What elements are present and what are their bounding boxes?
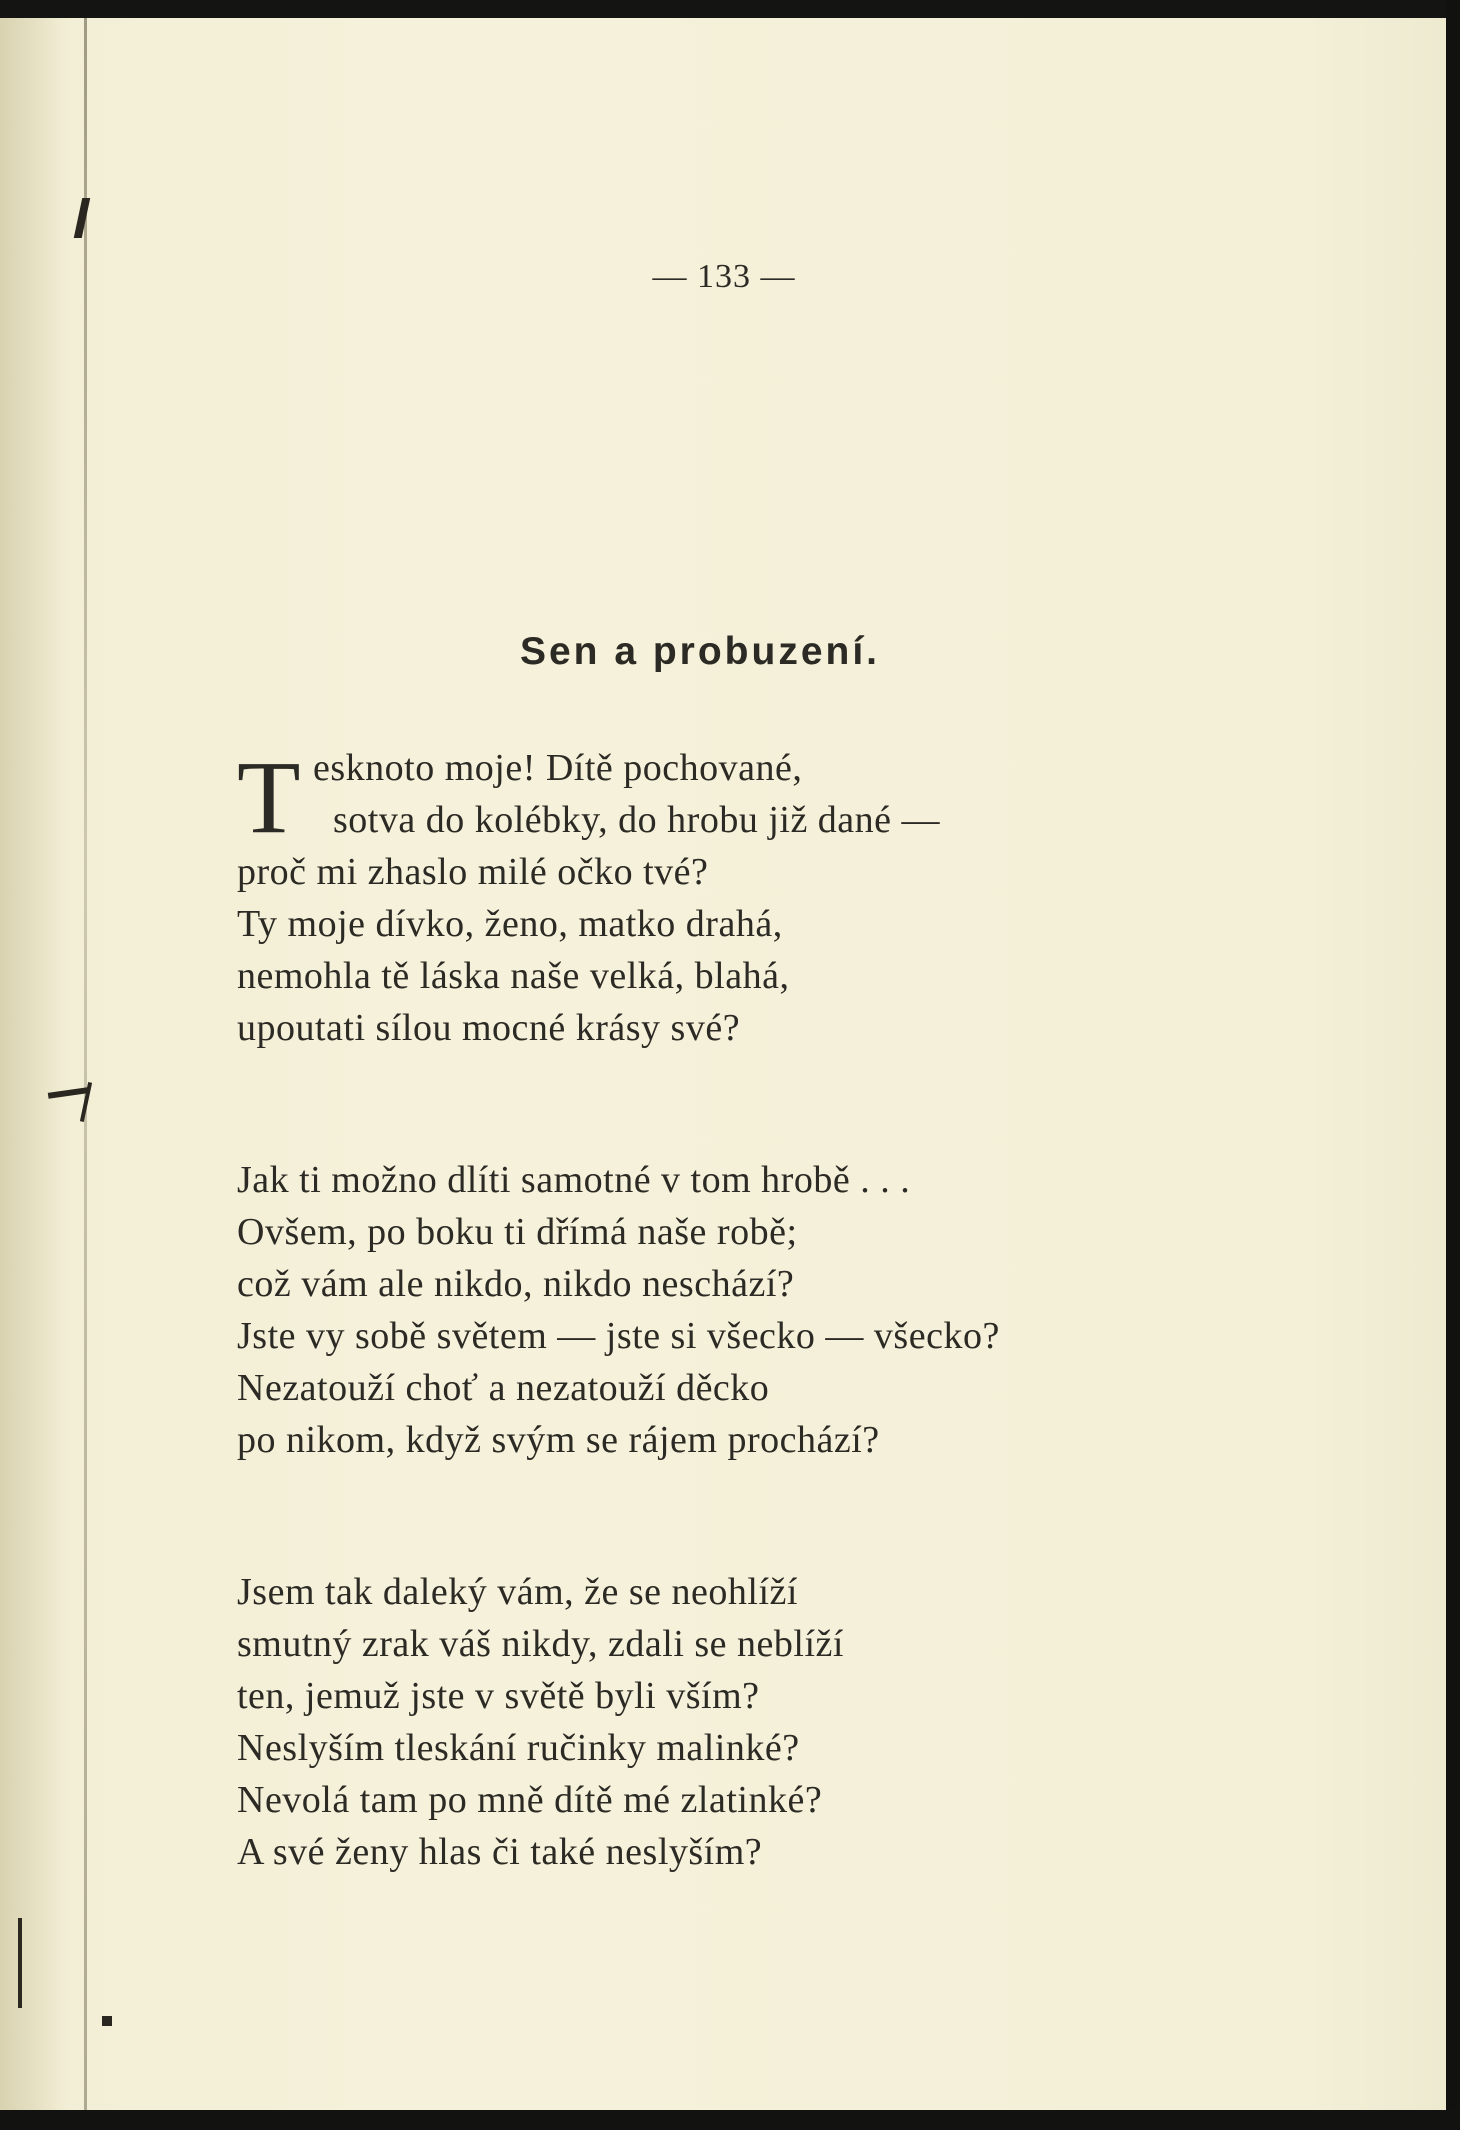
poem-title: Sen a probuzení. xyxy=(519,630,881,673)
verse-line: nemohla tě láska naše velká, blahá, xyxy=(237,955,790,997)
binding-gutter xyxy=(84,18,87,2113)
verse-line: smutný zrak váš nikdy, zdali se neblíží xyxy=(237,1623,844,1665)
scan-bottom-border xyxy=(0,2110,1460,2130)
verse-line: Ty moje dívko, ženo, matko drahá, xyxy=(237,903,783,945)
verse-line: Nezatouží choť a nezatouží děcko xyxy=(237,1367,770,1409)
verse-line: proč mi zhaslo milé očko tvé? xyxy=(237,851,709,893)
stanza-1 xyxy=(237,742,1287,1054)
verse-line: upoutati sílou mocné krásy své? xyxy=(237,1007,741,1049)
verse-line: Jste vy sobě světem — jste si všecko — všecko? xyxy=(237,1315,1000,1357)
verse-line: sotva do kolébky, do hrobu již dané — xyxy=(333,799,941,841)
verse-line: Jak ti možno dlíti samotné v tom hrobě . . . xyxy=(237,1159,911,1201)
book-page xyxy=(0,18,1448,2113)
verse-line: esknoto moje! Dítě pochované, xyxy=(313,747,803,789)
verse-line: ten, jemuž jste v světě byli vším? xyxy=(237,1675,760,1717)
verse-line: po nikom, když svým se rájem prochází? xyxy=(237,1419,880,1461)
margin-mark xyxy=(74,198,91,238)
stanza-3 xyxy=(237,1566,1287,1878)
page-number: — 133 — xyxy=(652,258,796,295)
stanza-2 xyxy=(237,1154,1287,1466)
drop-cap: T xyxy=(237,740,301,855)
verse-line: Jsem tak daleký vám, že se neohlíží xyxy=(237,1571,798,1613)
verse-line: Ovšem, po boku ti dřímá naše robě; xyxy=(237,1211,798,1253)
margin-mark xyxy=(18,1918,22,2008)
gutter-shadow xyxy=(0,18,70,2113)
margin-mark xyxy=(102,2016,112,2026)
verse-line: A své ženy hlas či také neslyším? xyxy=(237,1831,763,1873)
scan-right-border xyxy=(1446,0,1460,2130)
verse-line: což vám ale nikdo, nikdo neschází? xyxy=(237,1263,795,1305)
verse-line: Neslyším tleskání ručinky malinké? xyxy=(237,1727,800,1769)
verse-line: Nevolá tam po mně dítě mé zlatinké? xyxy=(237,1779,823,1821)
